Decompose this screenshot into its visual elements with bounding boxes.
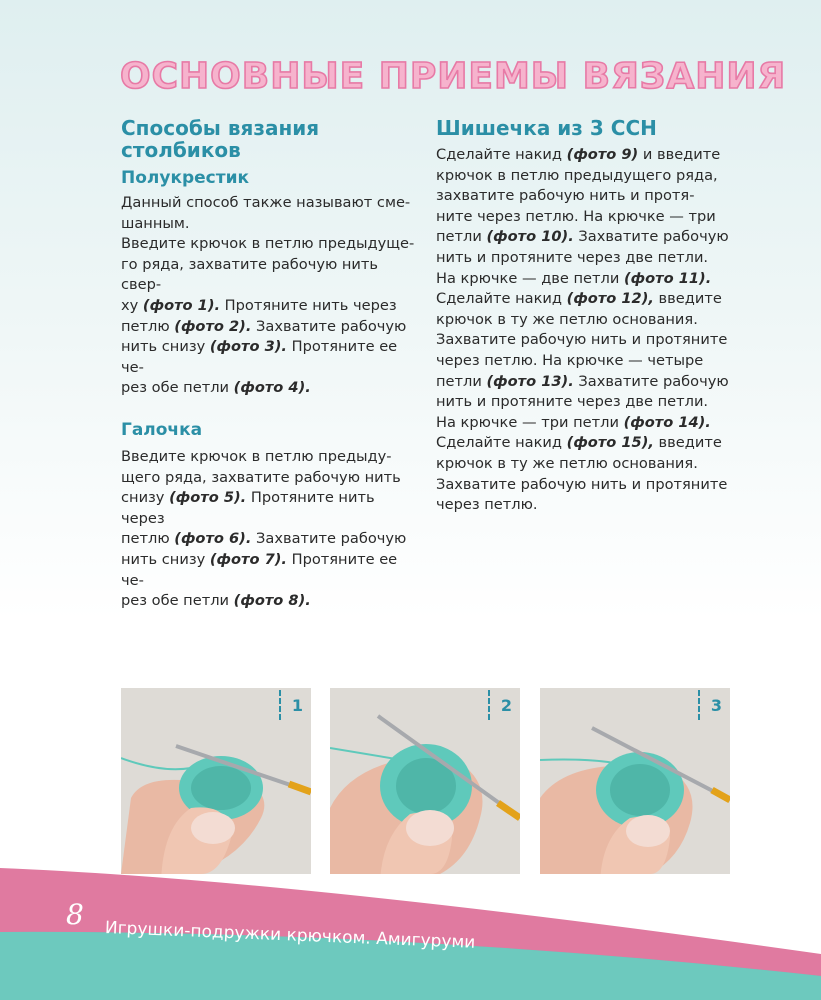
text-galochka: Введите крючок в петлю предыду- щего ряда, захватите рабочую нить снизу (фото 5). Протяните нить через петлю (фото 6). Захватите рабочую нить снизу (фото 7). Протяните ее че- рез обе петли (фото 8). xyxy=(121,447,407,610)
subheading-polukrestik: Полукрестик xyxy=(121,168,250,188)
photo-2-dash xyxy=(488,690,490,720)
subheading-galochka: Галочка xyxy=(121,419,203,440)
photo-1-dash xyxy=(279,690,281,720)
left-column xyxy=(121,117,421,612)
page-title: ОСНОВНЫЕ ПРИЕМЫ ВЯЗАНИЯ xyxy=(120,56,787,97)
page-number: 8 xyxy=(66,898,84,931)
photo-1-number: 1 xyxy=(291,696,303,715)
photo-2-number: 2 xyxy=(500,696,512,715)
text-polukrestik: Данный способ также называют сме- шанным. Введите крючок в петлю предыдуще- го ряда, захватите рабочую нить свер- ху (фото 1). Протяните нить через петлю (фото 2). Захватите рабочую нить снизу (фото 3). Протяните ее че- рез обе петли (фото 4). xyxy=(121,194,415,397)
photo-3-dash xyxy=(698,690,700,720)
text-shishechka: Сделайте накид (фото 9) и введите крючок в петлю предыдущего ряда, захватите рабочую нить и протя- ните через петлю. На крючке — три петли (фото 10). Захватите рабочую нить и протяните через две петли. На крючке — две петли (фото 11). Сделайте накид (фото 12), введите крючок в ту же петлю основания. Захватите рабочую нить и протяните через петлю. На крючке — четыре петли (фото 13). Захватите рабочую нить и протяните через две петли. На крючке — три петли (фото 14). Сделайте накид (фото 15), введите крючок в ту же петлю основания. Захватите рабочую нить и протяните через петлю. xyxy=(436,146,729,514)
right-column xyxy=(436,117,736,516)
footer-book-title: Игрушки-подружки крючком. Амигуруми xyxy=(104,918,476,953)
left-heading: Способы вязания столбиков xyxy=(121,116,320,162)
right-heading: Шишечка из 3 ССН xyxy=(436,116,657,140)
photo-3-number: 3 xyxy=(710,696,722,715)
